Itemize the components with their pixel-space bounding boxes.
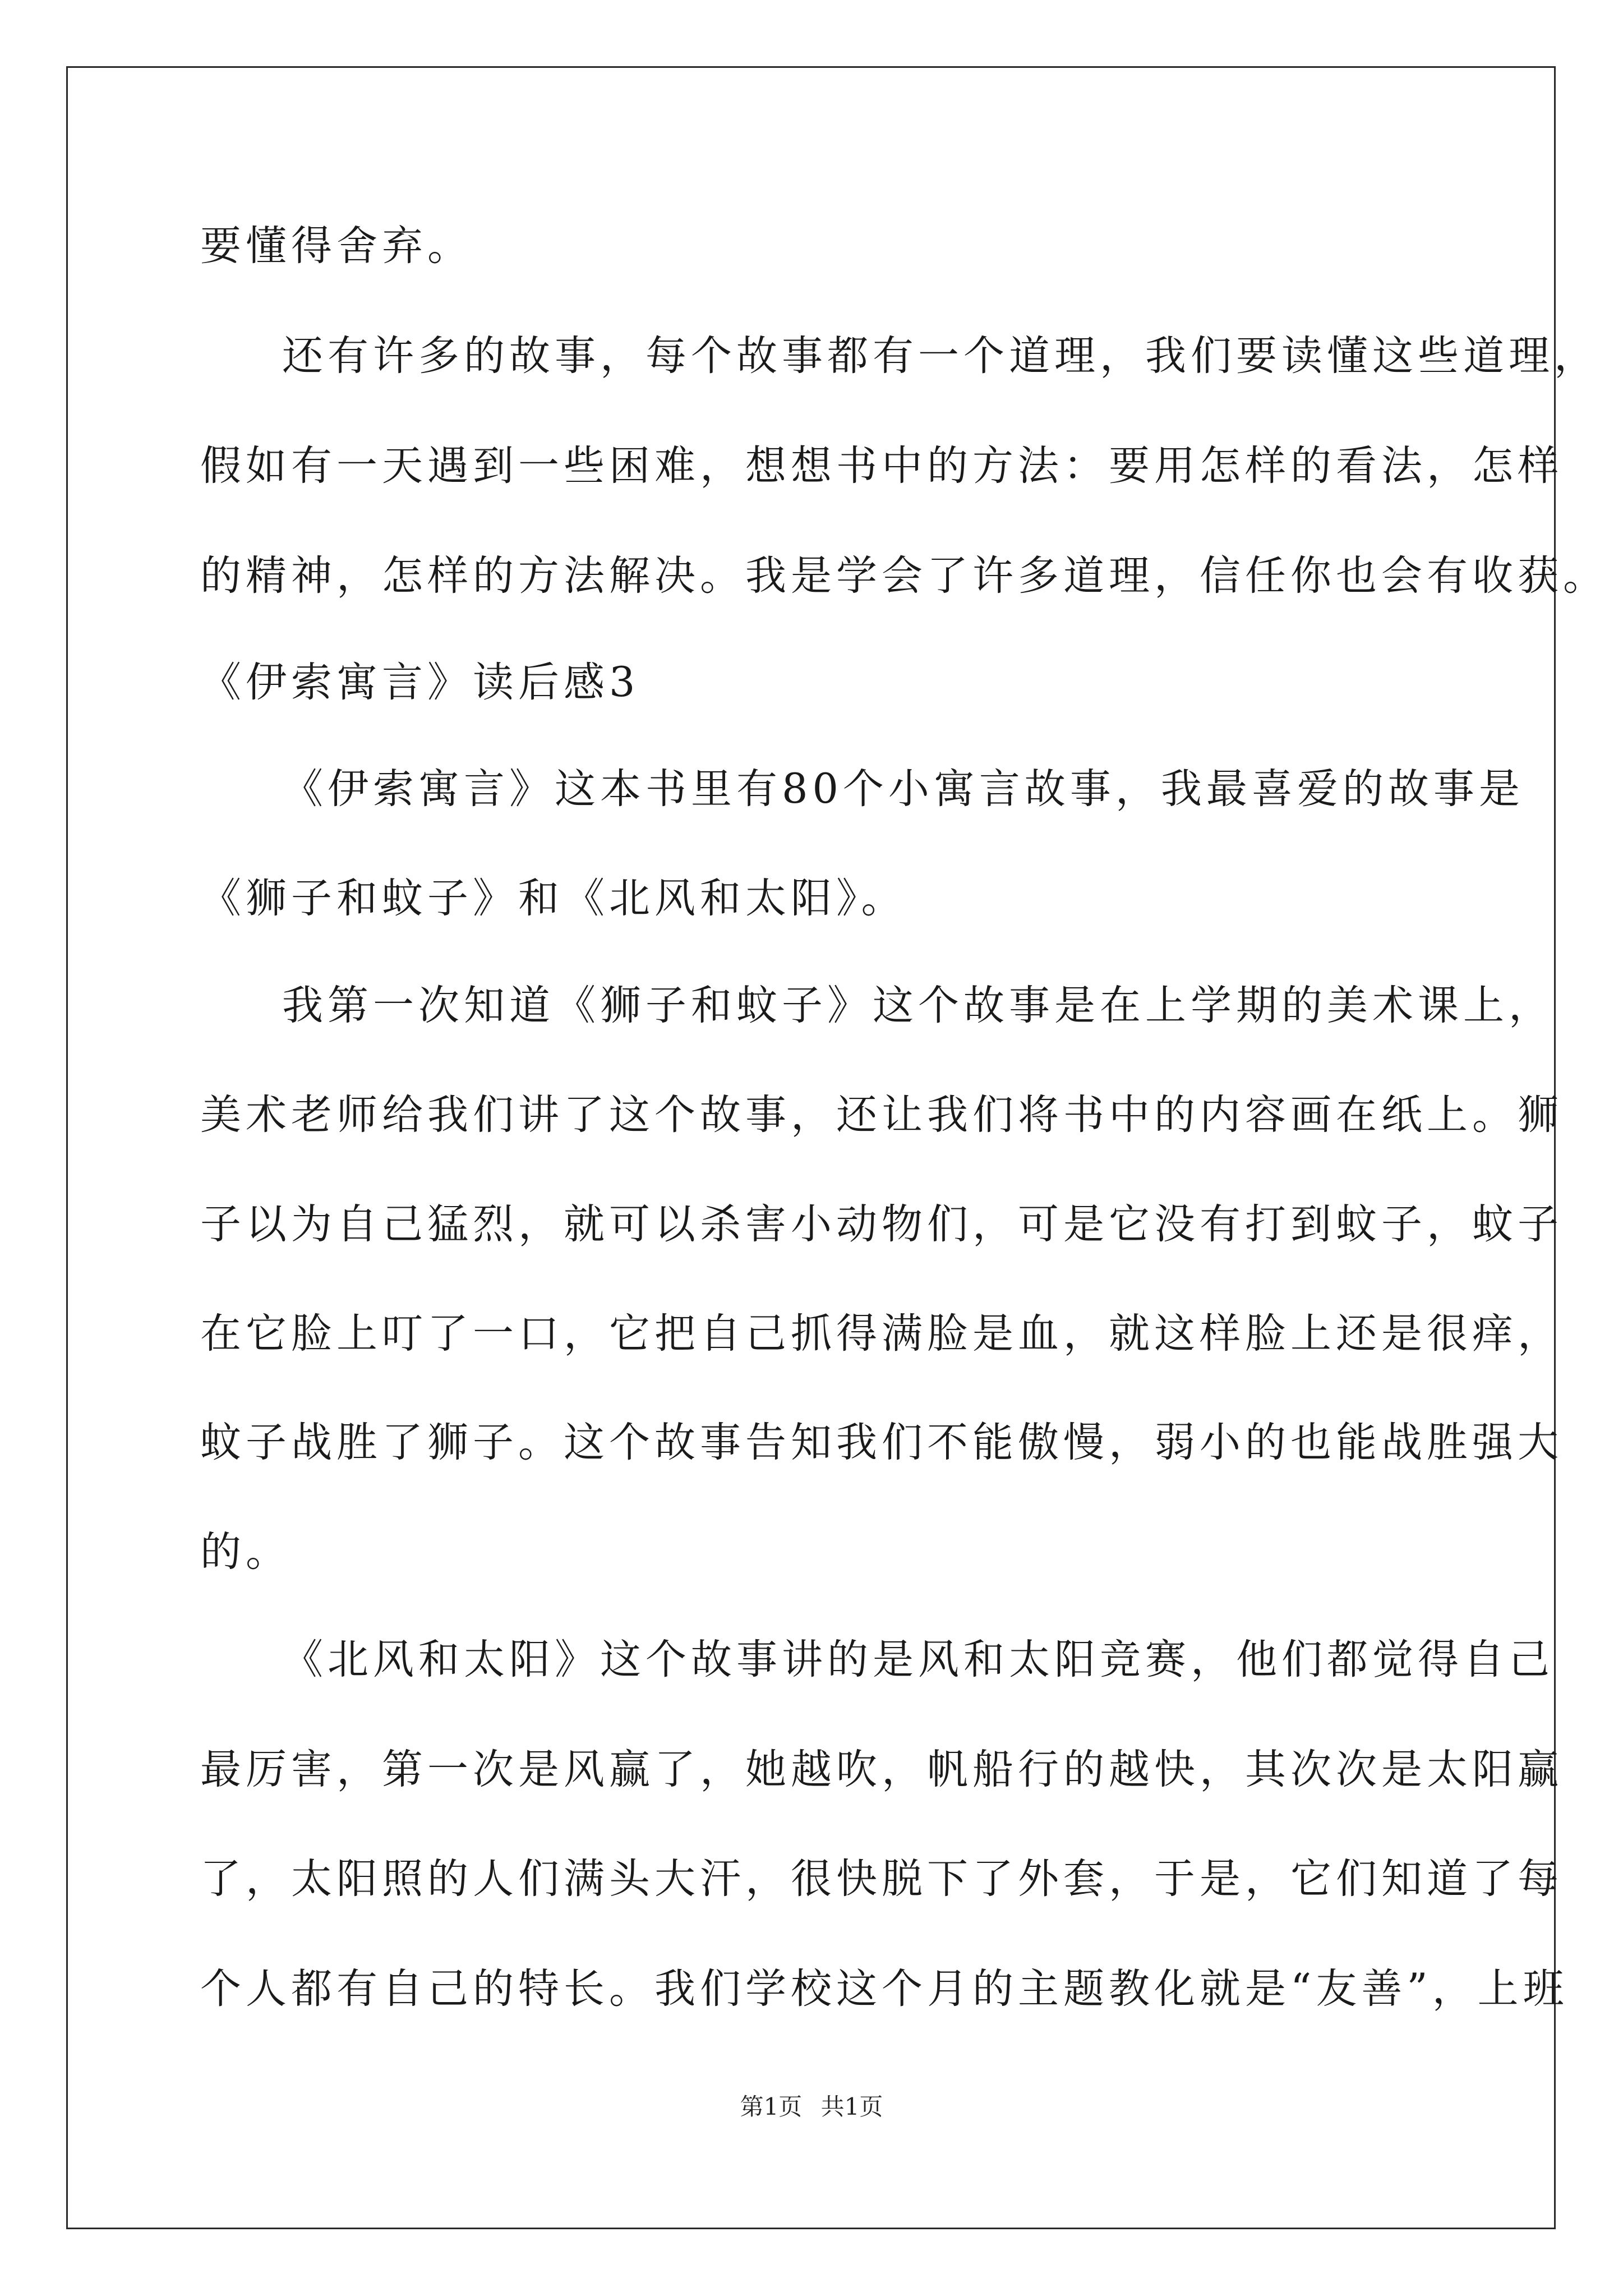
page-number: 第1页 [740,2093,803,2120]
body-line: 还有许多的故事，每个故事都有一个道理，我们要读懂这些道理， [282,332,1599,380]
body-line: 的。 [200,1528,291,1576]
body-line: 《北风和太阳》这个故事讲的是风和太阳竞赛，他们都觉得自己 [282,1636,1554,1683]
body-line: 蚊子战胜了狮子。这个故事告知我们不能傲慢，弱小的也能战胜强大 [200,1419,1563,1466]
body-line: 我第一次知道《狮子和蚊子》这个故事是在上学期的美术课上， [282,982,1554,1029]
body-line: 在它脸上叮了一口，它把自己抓得满脸是血，就这样脸上还是很痒， [200,1310,1563,1358]
body-line: 美术老师给我们讲了这个故事，还让我们将书中的内容画在纸上。狮 [200,1091,1563,1139]
page-border [66,66,1556,2229]
body-line: 最厉害，第一次是风赢了，她越吹，帆船行的越快，其次次是太阳赢 [200,1746,1563,1793]
body-line: 子以为自己猛烈，就可以杀害小动物们，可是它没有打到蚊子，蚊子 [200,1200,1563,1248]
body-line: 了，太阳照的人们满头大汗，很快脱下了外套，于是，它们知道了每 [200,1855,1563,1903]
body-line: 假如有一天遇到一些困难，想想书中的方法：要用怎样的看法，怎样 [200,442,1563,490]
page-footer [0,2095,1623,2119]
body-line: 《狮子和蚊子》和《北风和太阳》。 [200,875,907,922]
body-line: 要懂得舍弃。 [200,222,473,270]
body-line: 《伊索寓言》这本书里有80个小寓言故事，我最喜爱的故事是 [282,765,1524,813]
section-heading: 《伊索寓言》读后感3 [200,659,640,706]
page-total: 共1页 [820,2093,883,2120]
body-line: 个人都有自己的特长。我们学校这个月的主题教化就是“友善”，上班 [200,1965,1569,2013]
body-line: 的精神，怎样的方法解决。我是学会了许多道理，信任你也会有收获。 [200,552,1608,600]
